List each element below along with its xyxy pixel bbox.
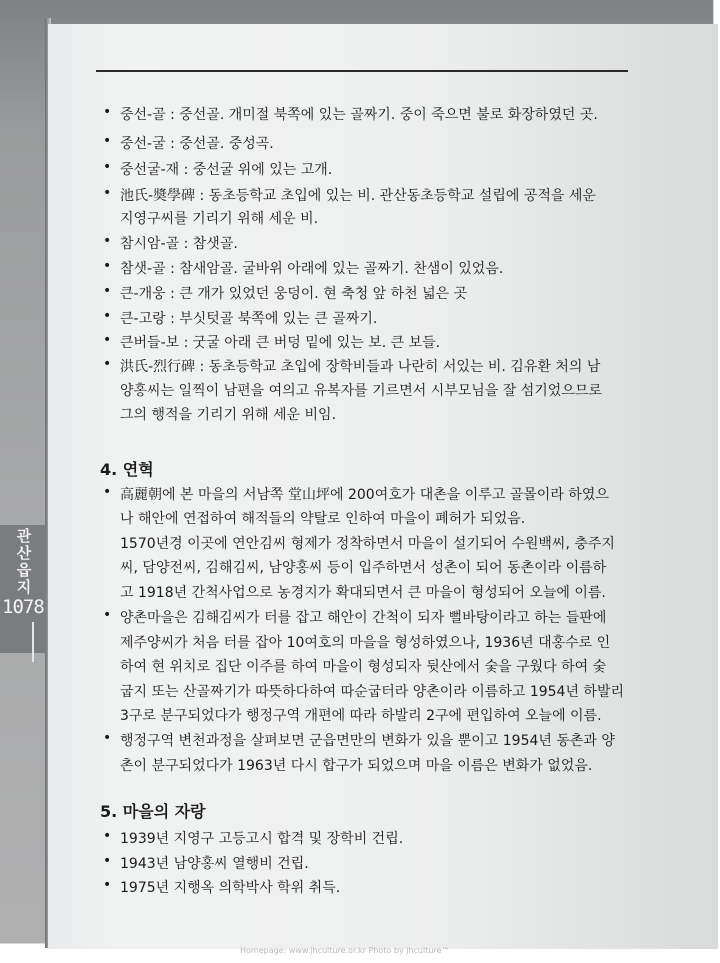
bullet: •	[103, 185, 112, 201]
footer-credit: Homepage: www.jhculture.or.kr Photo by jhculture™	[240, 946, 450, 955]
list-item: 큰-개웅 : 큰 개가 있었던 웅덩이. 현 축청 앞 하천 넓은 곳	[120, 286, 468, 302]
list-item: 池氏-奬學碑 : 동초등학교 초입에 있는 비. 관산동초등학교 설립에 공적을 세운	[120, 188, 596, 204]
list-item: 중선-골 : 중선골. 개미절 북쪽에 있는 골짜기. 중이 죽으면 불로 화장하였던 곳.	[120, 107, 598, 123]
bullet: •	[103, 133, 112, 149]
list-item: 중선-굴 : 중선골. 중성곡.	[120, 136, 274, 152]
paragraph-line: 고 1918년 간척사업으로 농경지가 확대되면서 큰 마을이 형성되어 오늘에 이름.	[120, 585, 606, 601]
bullet: •	[103, 828, 112, 844]
list-item: 큰-고랑 : 부싯텃골 북쪽에 있는 큰 골짜기.	[120, 311, 378, 327]
bullet: •	[103, 233, 112, 249]
paragraph-line: 양촌마을은 김해김씨가 터를 잡고 해안이 간척이 되자 뻘바탕이라고 하는 들판에	[120, 610, 607, 626]
bullet: •	[103, 484, 112, 500]
paragraph-line: 나 해안에 연접하여 해적들의 약탈로 인하여 마을이 폐허가 되었음.	[120, 511, 526, 527]
paragraph-line: 하여 현 위치로 집단 이주를 하여 마을이 형성되자 뒷산에서 숯을 구웠다 하여 숯	[120, 659, 607, 675]
list-item: 큰버들-보 : 굿굴 아래 큰 버덩 밑에 있는 보. 큰 보들.	[120, 335, 441, 351]
bullet: •	[103, 104, 112, 120]
page-number: 1078	[2, 596, 44, 618]
bullet: •	[103, 159, 112, 175]
paragraph-line: 제주양씨가 처음 터를 잡아 10여호의 마을을 형성하였으나, 1936년 대홍수로 인	[120, 635, 611, 651]
bullet: •	[103, 607, 112, 623]
bullet: •	[103, 332, 112, 348]
list-item: 중선굴-재 : 중선굴 위에 있는 고개.	[120, 162, 333, 178]
list-item: 1943년 남양홍씨 열행비 건립.	[120, 856, 309, 872]
bullet: •	[103, 283, 112, 299]
bullet: •	[103, 308, 112, 324]
bullet: •	[103, 258, 112, 274]
list-item: 洪氏-烈行碑 : 동초등학교 초입에 장학비들과 나란히 서있는 비. 김유환 처의 남	[120, 359, 601, 375]
paragraph-line: 3구로 분구되었다가 행정구역 개편에 따라 하발리 2구에 편입하여 오늘에 이름.	[120, 708, 602, 724]
bullet: •	[103, 356, 112, 372]
list-item: 참시암-골 : 참샛골.	[120, 236, 238, 252]
paragraph-line: 촌이 분구되었다가 1963년 다시 합구가 되었으며 마을 이름은 변화가 없었음.	[120, 758, 593, 774]
bullet: •	[103, 877, 112, 893]
list-item-continuation: 지영구씨를 기리기 위해 세운 비.	[120, 211, 319, 227]
list-item: 참샛-골 : 참새암골. 굴바위 아래에 있는 골짜기. 찬샘이 있었음.	[120, 261, 504, 277]
bullet: •	[103, 730, 112, 746]
paragraph-line: 행정구역 변천과정을 살펴보면 군읍면만의 변화가 있을 뿐이고 1954년 동촌과 양	[120, 733, 615, 749]
list-item: 1939년 지영구 고등고시 합격 및 장학비 건립.	[120, 831, 404, 847]
section-heading: 4. 연혁	[100, 460, 154, 479]
paragraph-line: 1570년경 이곳에 연안김씨 형제가 정착하면서 마을이 설기되어 수원백씨, 충주지	[120, 536, 615, 552]
bullet: •	[103, 853, 112, 869]
paragraph-line: 씨, 담양전씨, 김해김씨, 남양홍씨 등이 입주하면서 성촌이 되어 동촌이라 이름하	[120, 560, 607, 576]
list-item-continuation: 그의 행적을 기리기 위해 세운 비임.	[120, 407, 337, 423]
list-item: 1975년 지행옥 의학박사 학위 취득.	[120, 880, 341, 896]
side-tab-title: 관산읍지	[16, 527, 32, 596]
section-heading: 5. 마을의 자랑	[100, 802, 206, 821]
paragraph-line: 高麗朝에 본 마을의 서남쪽 堂山坪에 200여호가 대촌을 이루고 골몰이라 하였으	[120, 487, 609, 503]
paragraph-line: 굽지 또는 산골짜기가 따뜻하다하여 따순굽터라 양촌이라 이름하고 1954년 하발리	[120, 684, 624, 700]
list-item-continuation: 양홍씨는 일찍이 남편을 여의고 유복자를 기르면서 시부모님을 잘 섬기었으므로	[120, 383, 602, 399]
